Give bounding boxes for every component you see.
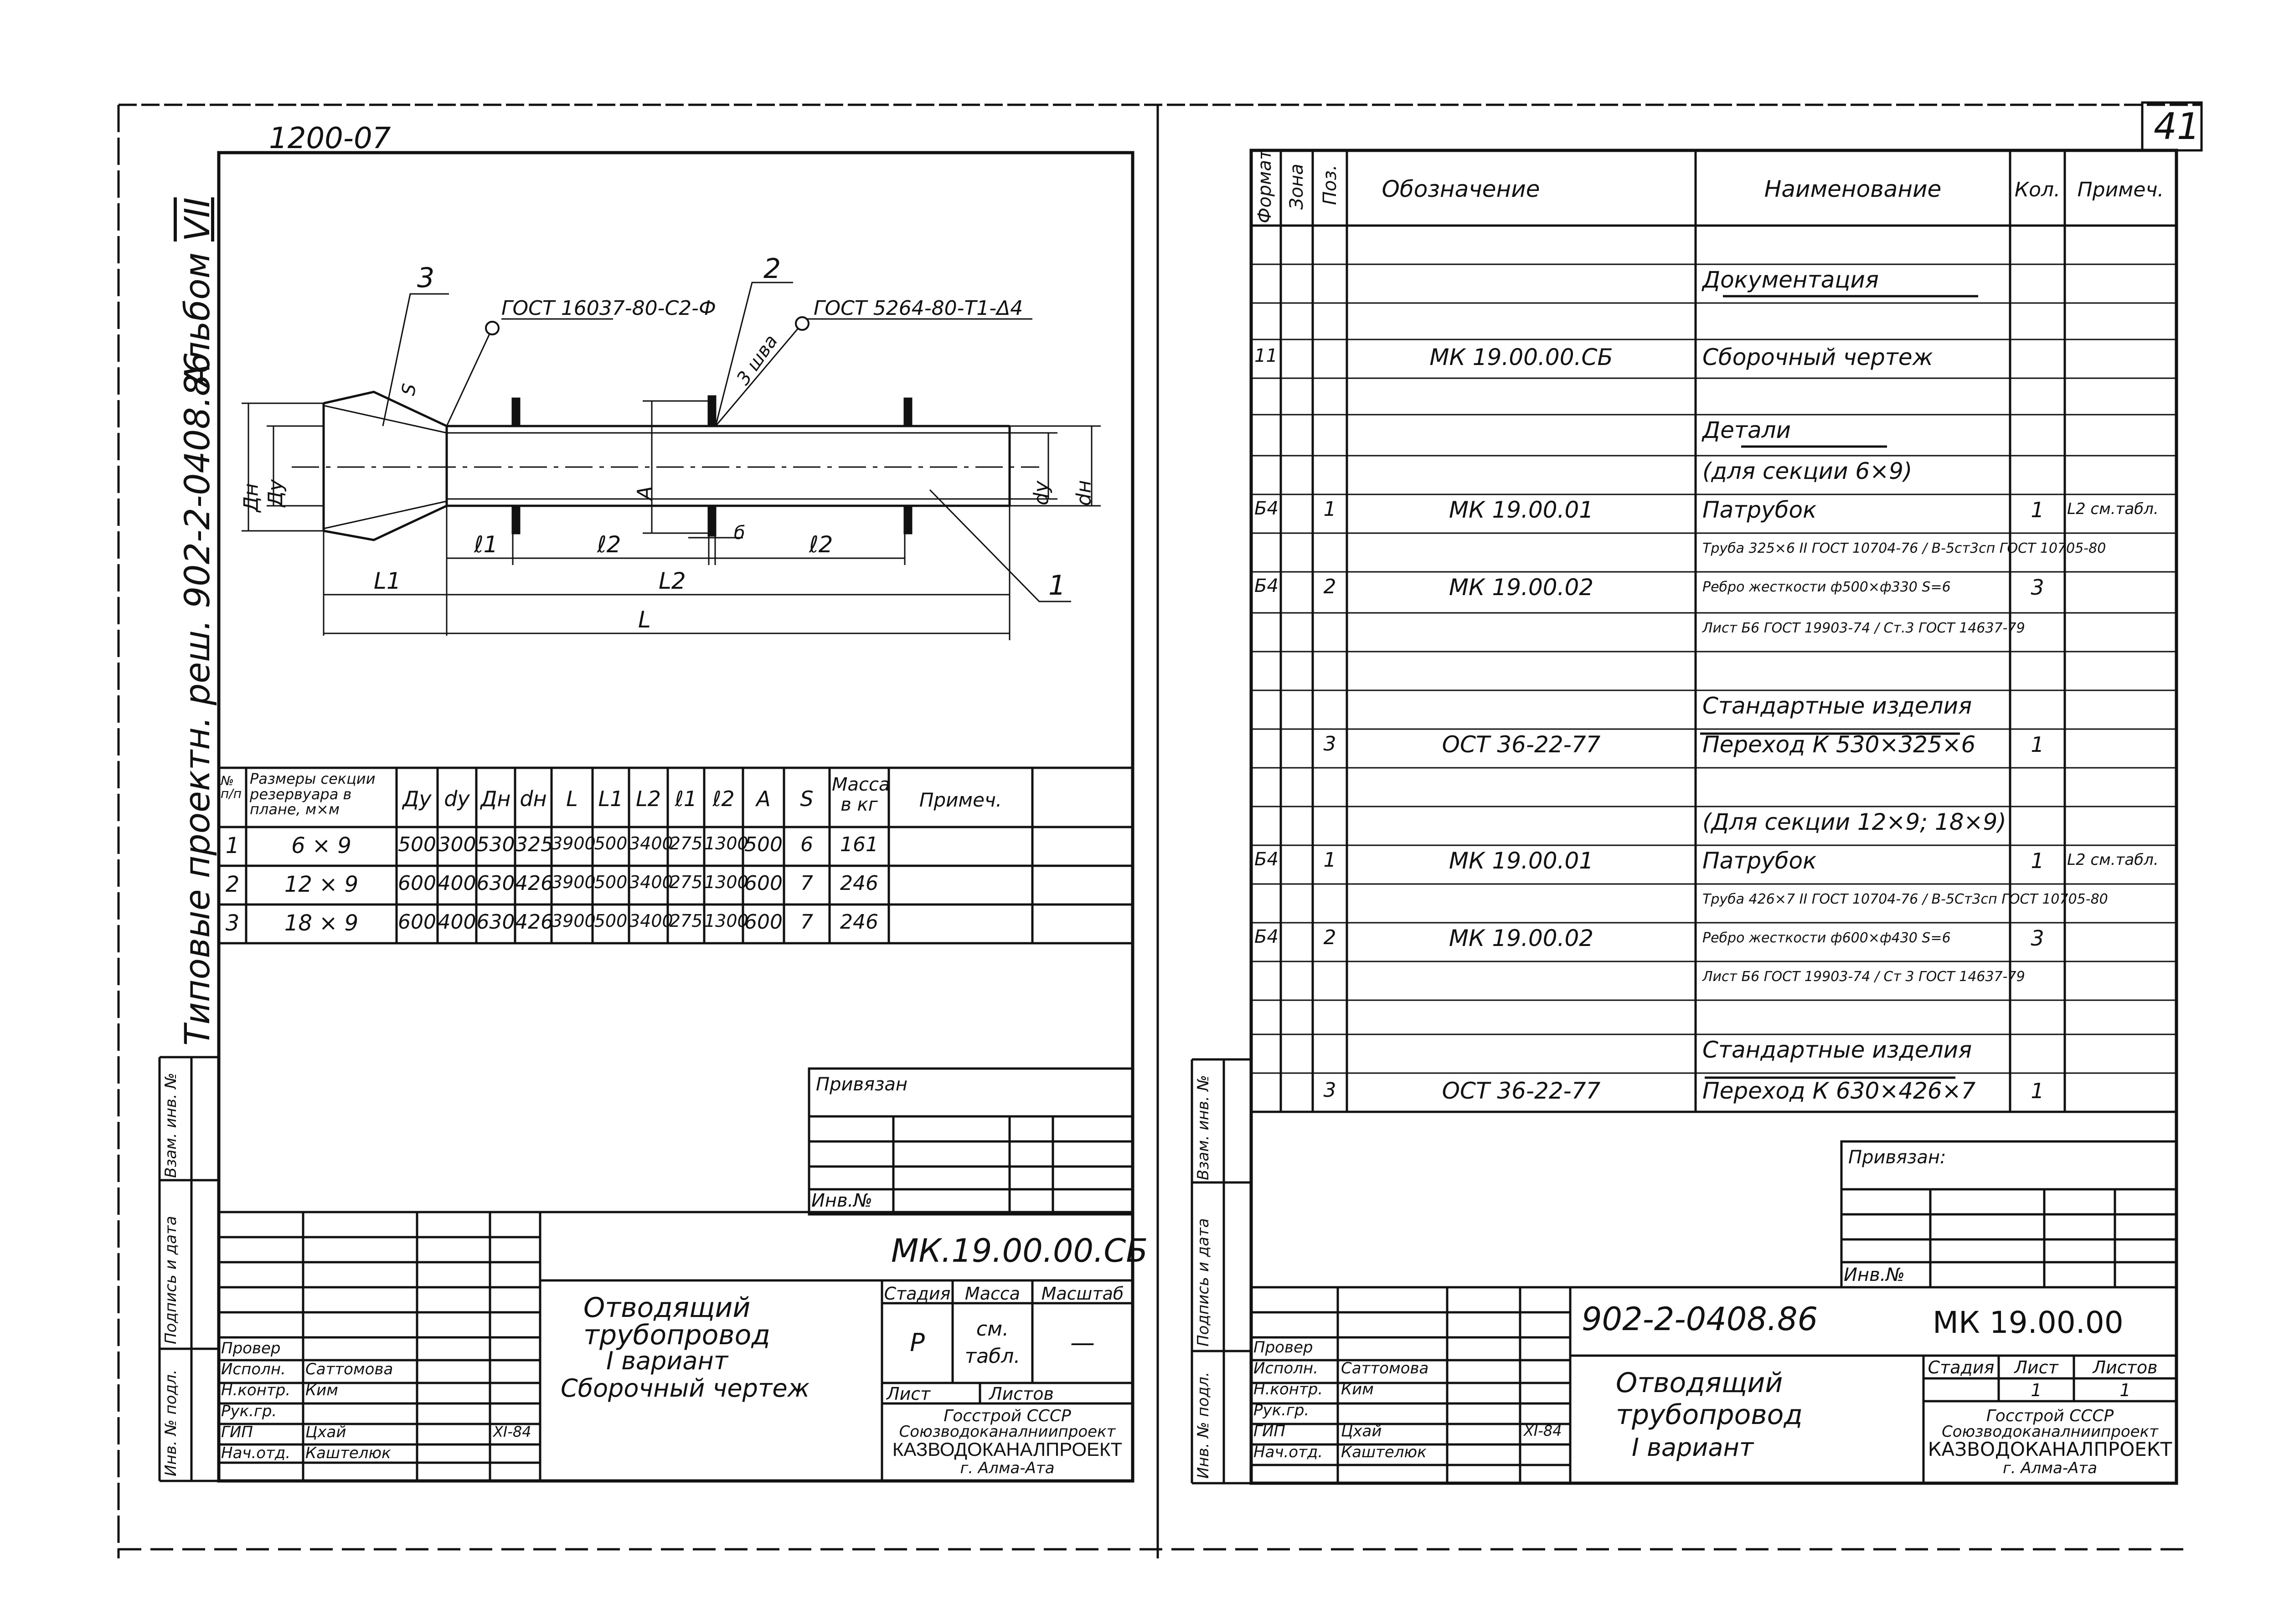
table-cell: 7 — [800, 872, 813, 895]
spec-name: Переход К 630×426×7 — [1702, 1078, 1976, 1104]
spec-header-pos: Поз. — [1320, 164, 1341, 205]
page-number: 41 — [2154, 105, 2200, 148]
spec-format: Б4 — [1254, 576, 1279, 596]
spec-quantity: 3 — [2031, 575, 2044, 600]
table-header-no: № п/п — [221, 773, 242, 801]
table-cell: 275 — [669, 872, 703, 892]
table-header-S: S — [800, 786, 814, 811]
table-header-Dy: Ду — [402, 786, 432, 811]
table-cell: 2 — [225, 872, 240, 897]
role-label: Исполн. — [1253, 1359, 1318, 1377]
table-header-L: L — [566, 786, 578, 811]
label-a: А — [633, 486, 657, 500]
callout-1: 1 — [1048, 570, 1066, 601]
label-dy-small: dу — [1029, 481, 1053, 505]
weld-spec-1: ГОСТ 16037-80-С2-Ф — [501, 297, 716, 320]
table-cell: 300 — [438, 833, 476, 856]
margin-label-vzam: Взам. инв. № — [162, 1073, 180, 1178]
title-line-1: Отводящий — [583, 1292, 751, 1324]
sheets-value-r: 1 — [2119, 1380, 2131, 1400]
table-header-Dn: Дн — [480, 786, 511, 811]
role-label: Провер — [1253, 1338, 1313, 1357]
label-b: б — [734, 523, 745, 544]
spec-code: МК 19.00.01 — [1449, 848, 1594, 874]
org-1: Госстрой СССР — [944, 1407, 1071, 1425]
spec-code: МК 19.00.02 — [1449, 925, 1594, 951]
sheets-label: Листов — [989, 1384, 1054, 1404]
spec-name: Лист Б6 ГОСТ 19903-74 / Ст 3 ГОСТ 14637-79 — [1702, 969, 2025, 985]
table-cell: 600 — [744, 872, 783, 895]
table-header-L1: L1 — [598, 786, 624, 811]
doc-code: МК.19.00.00.СБ — [891, 1232, 1148, 1269]
table-cell: 600 — [744, 910, 783, 934]
table-cell: 246 — [840, 910, 878, 934]
spec-name: Детали — [1702, 417, 1791, 443]
spec-position: 3 — [1323, 732, 1336, 755]
table-cell: 12 × 9 — [284, 872, 359, 897]
margin-label-signature-r: Подпись и дата — [1194, 1218, 1212, 1346]
sign-date: XI-84 — [493, 1423, 531, 1440]
mass-value-2: табл. — [964, 1345, 1021, 1368]
table-cell: 3900 — [552, 872, 596, 892]
spec-name: (для секции 6×9) — [1702, 458, 1913, 484]
table-cell: 500 — [594, 833, 628, 853]
spec-position: 1 — [1323, 498, 1336, 521]
series-code: 902-2-0408.86 — [1582, 1300, 1818, 1338]
table-cell: 1300 — [704, 911, 748, 931]
spec-name: Ребро жесткости ф500×ф330 S=6 — [1702, 579, 1951, 595]
table-cell: 1 — [225, 833, 240, 858]
signer-name: Каштелюк — [305, 1444, 391, 1462]
mass-label: Масса — [964, 1284, 1021, 1304]
title-line-3: I вариант — [606, 1346, 728, 1375]
spec-code: ОСТ 36-22-77 — [1442, 731, 1601, 758]
spec-name: Труба 426×7 II ГОСТ 10704-76 / В-5Ст3сп ГОСТ 10705-80 — [1702, 891, 2108, 907]
spec-name: Патрубок — [1702, 848, 1817, 874]
table-cell: 3900 — [552, 911, 596, 931]
spec-format: Б4 — [1254, 926, 1279, 947]
role-label: Нач.отд. — [1253, 1443, 1323, 1461]
scale-label: Масштаб — [1041, 1284, 1124, 1304]
inv-no-label: Инв.№ — [811, 1190, 872, 1211]
table-cell: 3 — [225, 910, 240, 936]
callout-2: 2 — [763, 253, 781, 285]
table-cell: 161 — [840, 833, 878, 856]
album-label: Альбом — [177, 252, 217, 387]
role-label: ГИП — [221, 1423, 253, 1441]
org-4: г. Алма-Ата — [960, 1459, 1055, 1477]
spec-name: Переход К 530×325×6 — [1702, 731, 1976, 758]
table-header-dn: dн — [520, 786, 547, 811]
role-label: ГИП — [1253, 1422, 1285, 1440]
spec-name: Лист Б6 ГОСТ 19903-74 / Ст.3 ГОСТ 14637-79 — [1702, 620, 2025, 636]
org-r-3: КАЗВОДОКАНАЛПРОЕКТ — [1928, 1438, 2172, 1460]
signer-name: Саттомова — [305, 1360, 393, 1378]
signer-name: Ким — [1341, 1380, 1374, 1398]
privyazan-label: Привязан — [816, 1074, 908, 1095]
title-r-line-3: I вариант — [1632, 1433, 1754, 1462]
spec-position: 3 — [1323, 1079, 1336, 1102]
spec-name: (Для секции 12×9; 18×9) — [1702, 809, 2006, 835]
spec-code: МК 19.00.00.СБ — [1429, 344, 1613, 370]
title-line-4: Сборочный чертеж — [561, 1374, 810, 1403]
spec-name: Документация — [1702, 267, 1879, 293]
signer-name: Ким — [305, 1381, 338, 1399]
label-s: S — [397, 382, 421, 397]
callout-3: 3 — [417, 262, 435, 294]
spec-header-zone: Зона — [1286, 164, 1307, 210]
table-header-l1: ℓ1 — [675, 786, 697, 811]
signer-name: Саттомова — [1341, 1359, 1429, 1377]
table-cell: 6 — [800, 833, 813, 856]
spec-name: Сборочный чертеж — [1702, 344, 1933, 370]
spec-code: МК 19.00.02 — [1449, 574, 1594, 601]
table-cell: 630 — [476, 872, 515, 895]
table-cell: 6 × 9 — [291, 833, 351, 858]
org-r-4: г. Алма-Ата — [2002, 1459, 2098, 1477]
table-cell: 500 — [744, 833, 783, 856]
signer-name: Цхай — [1341, 1422, 1382, 1440]
sheets-label-r: Листов — [2093, 1357, 2158, 1377]
spec-quantity: 1 — [2031, 498, 2044, 522]
weld-seams: 3 шва — [732, 331, 782, 389]
table-cell: 500 — [594, 872, 628, 892]
table-cell: 1300 — [704, 833, 748, 853]
scale-value: — — [1070, 1328, 1095, 1357]
spec-name: Труба 325×6 II ГОСТ 10704-76 / В-5ст3сп ГОСТ 10705-80 — [1702, 540, 2106, 556]
table-cell: 400 — [438, 910, 476, 934]
table-cell: 600 — [398, 872, 436, 895]
margin-label-inv-r: Инв. № подл. — [1194, 1372, 1212, 1479]
table-header-l2: ℓ2 — [712, 786, 735, 811]
spec-format: Б4 — [1254, 849, 1279, 870]
org-r-1: Госстрой СССР — [1986, 1407, 2114, 1425]
spec-position: 2 — [1323, 575, 1336, 598]
role-label: Н.контр. — [221, 1381, 291, 1399]
table-cell: 426 — [515, 910, 553, 934]
table-cell: 600 — [398, 910, 436, 934]
spec-header-note: Примеч. — [2077, 178, 2164, 201]
table-cell: 275 — [669, 833, 703, 853]
spec-format: Б4 — [1254, 498, 1279, 519]
spec-quantity: 3 — [2031, 926, 2044, 951]
sheet-code: 1200-07 — [269, 122, 391, 155]
inv-no-label-r: Инв.№ — [1844, 1264, 1905, 1285]
signer-name: Каштелюк — [1341, 1443, 1427, 1461]
sheet-value-r: 1 — [2031, 1380, 2042, 1400]
table-header-L2: L2 — [636, 786, 661, 811]
role-label: Рук.гр. — [221, 1402, 277, 1420]
stage-label: Стадия — [884, 1284, 951, 1304]
weld-spec-2: ГОСТ 5264-80-Т1-Δ4 — [814, 297, 1023, 320]
title-line-2: трубопровод — [583, 1319, 770, 1351]
sheet-label: Лист — [887, 1384, 931, 1404]
doc-code-r: МК 19.00.00 — [1933, 1305, 2124, 1340]
spec-header-format: Формат — [1254, 149, 1275, 223]
spec-name: Патрубок — [1702, 497, 1817, 523]
label-l1-small: ℓ1 — [474, 531, 498, 558]
margin-label-signature: Подпись и дата — [162, 1216, 180, 1344]
table-header-A: А — [756, 786, 771, 811]
sheet-label-r: Лист — [2014, 1357, 2058, 1377]
label-L2: L2 — [659, 568, 686, 594]
signer-name: Цхай — [305, 1423, 346, 1441]
margin-label-inv: Инв. № подл. — [162, 1369, 180, 1476]
role-label: Н.контр. — [1253, 1380, 1323, 1398]
table-cell: 3400 — [629, 911, 673, 931]
spec-header-qty: Кол. — [2014, 178, 2061, 201]
spec-name: Стандартные изделия — [1702, 693, 1972, 719]
table-cell: 630 — [476, 910, 515, 934]
role-label: Рук.гр. — [1253, 1401, 1310, 1419]
label-l2-small-a: ℓ2 — [597, 531, 621, 558]
stage-label-r: Стадия — [1928, 1357, 1995, 1377]
table-cell: 1300 — [704, 872, 748, 892]
spec-quantity: 1 — [2031, 848, 2044, 873]
spec-format: 11 — [1254, 345, 1278, 366]
album-number: VII — [177, 197, 217, 242]
sign-date: XI-84 — [1524, 1422, 1562, 1439]
table-cell: 3400 — [629, 833, 673, 853]
table-cell: 3400 — [629, 872, 673, 892]
series-note: Типовые проектн. реш. 902-2-0408.86 — [177, 352, 217, 1046]
label-l2-small-b: ℓ2 — [809, 531, 833, 558]
label-L1: L1 — [374, 568, 401, 594]
spec-note: L2 см.табл. — [2067, 500, 2159, 518]
table-cell: 530 — [476, 833, 515, 856]
role-label: Нач.отд. — [221, 1444, 291, 1462]
org-r-2: Союзводоканалниипроект — [1942, 1423, 2158, 1441]
table-header-dy: dу — [444, 786, 470, 811]
org-2: Союзводоканалниипроект — [899, 1423, 1116, 1441]
spec-note: L2 см.табл. — [2067, 851, 2159, 869]
spec-name: Ребро жесткости ф600×ф430 S=6 — [1702, 930, 1951, 946]
table-cell: 325 — [515, 833, 553, 856]
org-3: КАЗВОДОКАНАЛПРОЕКТ — [892, 1439, 1123, 1460]
table-cell: 426 — [515, 872, 553, 895]
spec-code: ОСТ 36-22-77 — [1442, 1078, 1601, 1104]
table-cell: 7 — [800, 910, 813, 934]
spec-header-name: Наименование — [1764, 176, 1942, 202]
table-cell: 18 × 9 — [284, 910, 359, 936]
privyazan-label-r: Привязан: — [1848, 1147, 1946, 1168]
mass-value-1: см. — [976, 1317, 1009, 1341]
role-label: Провер — [221, 1339, 281, 1357]
margin-label-vzam-r: Взам. инв. № — [1194, 1075, 1212, 1180]
spec-position: 2 — [1323, 926, 1336, 949]
label-L: L — [638, 606, 651, 633]
table-cell: 246 — [840, 872, 878, 895]
spec-quantity: 1 — [2031, 732, 2044, 757]
label-dn: Дн — [239, 483, 263, 512]
table-header-size: Размеры секции резервуара в плане, м×м — [250, 770, 376, 818]
table-header-note: Примеч. — [919, 789, 1002, 811]
table-cell: 3900 — [552, 833, 596, 853]
label-dn-small: dн — [1072, 480, 1096, 506]
table-cell: 500 — [594, 911, 628, 931]
table-header-mass: Масса в кг — [832, 774, 890, 815]
title-r-line-2: трубопровод — [1616, 1399, 1803, 1431]
spec-code: МК 19.00.01 — [1449, 497, 1594, 523]
table-cell: 500 — [398, 833, 436, 856]
spec-header-code: Обозначение — [1382, 176, 1540, 202]
spec-name: Стандартные изделия — [1702, 1037, 1972, 1063]
stage-value: Р — [910, 1328, 925, 1357]
title-r-line-1: Отводящий — [1616, 1367, 1783, 1399]
spec-position: 1 — [1323, 848, 1336, 872]
table-cell: 400 — [438, 872, 476, 895]
table-cell: 275 — [669, 911, 703, 931]
label-dy: Ду — [264, 479, 288, 507]
spec-quantity: 1 — [2031, 1079, 2044, 1103]
role-label: Исполн. — [221, 1360, 286, 1378]
